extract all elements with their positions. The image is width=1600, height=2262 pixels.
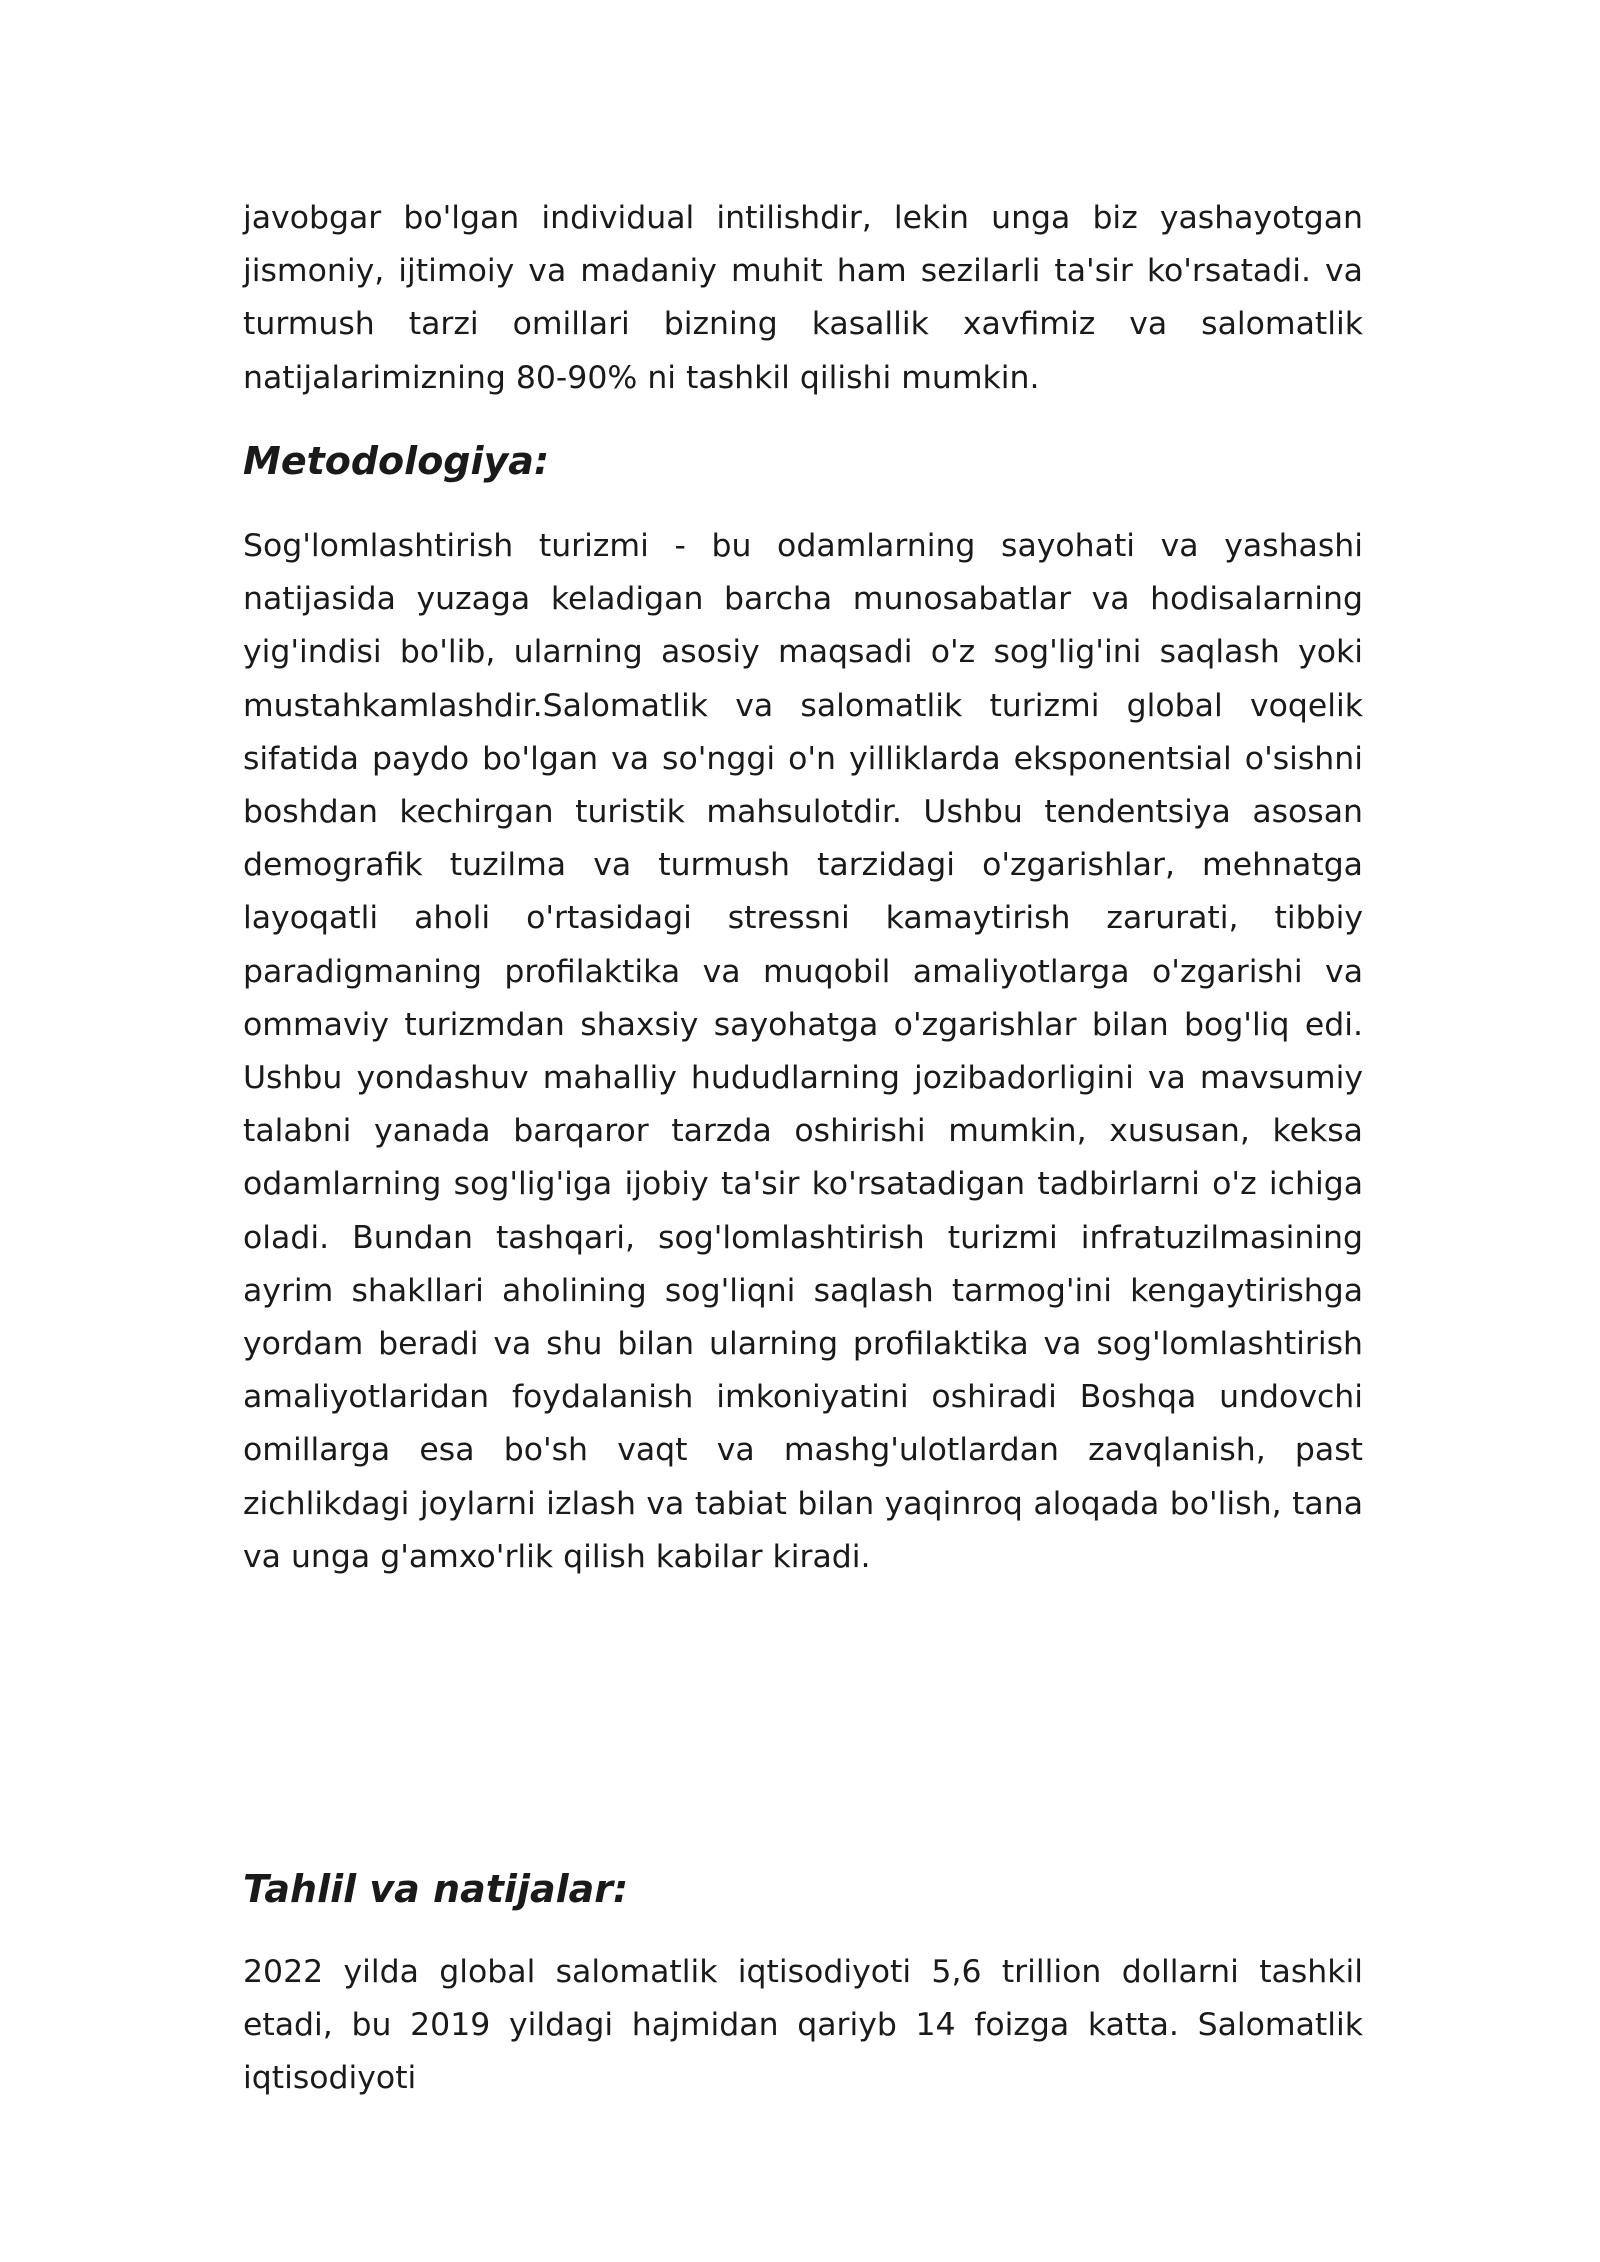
- paragraph-analysis: 2022 yilda global salomatlik iqtisodiyoti 5,6 trillion dollarni tashkil etadi, bu 2019 yildagi hajmidan qariyb 14 foizga katta. Salomatlik iqtisodiyoti: [243, 1954, 1363, 2097]
- heading-methodology: Metodologiya:: [243, 439, 550, 483]
- paragraph-methodology: Sog'lomlashtirish turizmi - bu odamlarning sayohati va yashashi natijasida yuzaga keladigan barcha munosabatlar va hodisalarning yig'indisi bo'lib, ularning asosiy maqsadi o'z sog'lig'ini saqlash yoki mustahkamlashdir.Salomatlik va salomatlik turizmi global voqelik sifatida paydo bo'lgan va so'nggi o'n yilliklarda eksponentsial o'sishni boshdan kechirgan turistik mahsulotdir. Ushbu tendentsiya asosan demografik tuzilma va turmush tarzidagi o'zgarishlar, mehnatga layoqatli aholi o'rtasidagi stressni kamaytirish zarurati, tibbiy paradigmaning profilaktika va muqobil amaliyotlarga o'zgarishi va ommaviy turizmdan shaxsiy sayohatga o'zgarishlar bilan bog'liq edi. Ushbu yondashuv mahalliy hududlarning jozibadorligini va mavsumiy talabni yanada barqaror tarzda oshirishi mumkin, xususan, keksa odamlarning sog'lig'iga ijobiy ta'sir ko'rsatadigan tadbirlarni o'z ichiga oladi. Bundan tashqari, sog'lomlashtirish turizmi infratuzilmasining ayrim shakllari aholining sog'liqni saqlash tarmog'ini kengaytirishga yordam beradi va shu bilan ularning profilaktika va sog'lomlashtirish amaliyotlaridan foydalanish imkoniyatini oshiradi Boshqa undovchi omillarga esa bo'sh vaqt va mashg'ulotlardan zavqlanish, past zichlikdagi joylarni izlash va tabiat bilan yaqinroq aloqada bo'lish, tana va unga g'amxo'rlik qilish kabilar kiradi.: [243, 528, 1363, 1575]
- paragraph-intro: javobgar bo'lgan individual intilishdir, lekin unga biz yashayotgan jismoniy, ijtimoiy va madaniy muhit ham sezilarli ta'sir ko'rsatadi. va turmush tarzi omillari bizning kasallik xavfimiz va salomatlik natijalarimizning 80-90% ni tashkil qilishi mumkin.: [243, 200, 1363, 396]
- heading-analysis: Tahlil va natijalar:: [243, 1867, 629, 1911]
